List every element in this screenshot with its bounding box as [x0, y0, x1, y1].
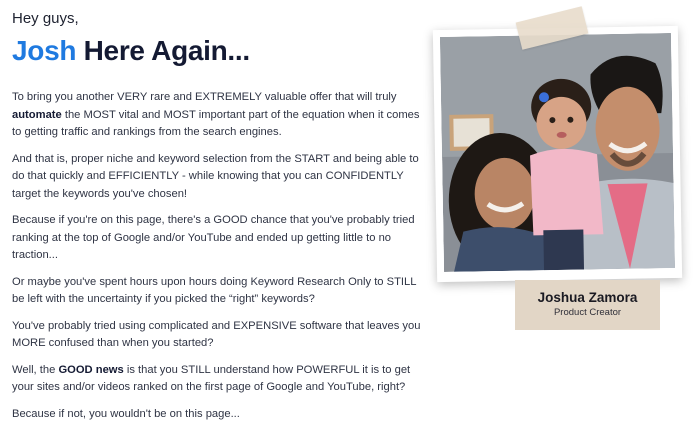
creator-name: Joshua Zamora	[537, 290, 638, 305]
creator-role: Product Creator	[553, 307, 622, 318]
headline-rest: Here Again...	[83, 35, 250, 66]
greeting: Hey guys,	[12, 10, 79, 27]
paragraph-1-text-a: To bring you another VERY rare and EXTREMELY valuable offer that will truly	[12, 91, 397, 103]
paragraph-6-text-a: Well, the	[12, 363, 59, 376]
paragraph-4: Or maybe you've spent hours upon hours doing Keyword Research Only to STILL be left with the uncertainty if you picked the “right” keywords?	[12, 275, 417, 305]
family-photo	[440, 33, 675, 272]
paragraph-3: Because if you're on this page, there's a GOOD chance that you've probably tried ranking at the top of Google and/or YouTube and ended up getting little to no traction...	[12, 214, 415, 261]
creator-photo-frame	[435, 28, 680, 283]
paragraph-1-text-b: the MOST vital and MOST important part of the equation when it comes to getting traffic and rankings from the search engines.	[12, 108, 420, 138]
paragraph-5: You've probably tried using complicated and EXPENSIVE software that leaves you MORE confused than when you started?	[12, 319, 421, 349]
paragraph-6	[12, 362, 422, 397]
page-title	[12, 35, 422, 67]
paragraph-2: And that is, proper niche and keyword selection from the START and being able to do that quickly and EFFICIENTLY - while knowing that you can CONFIDENTLY target the keywords you've chosen!	[12, 152, 419, 200]
headline-accent: Josh	[12, 35, 77, 66]
polaroid-frame	[433, 26, 682, 282]
family-photo-illustration	[440, 33, 675, 272]
paragraph-1	[12, 89, 422, 142]
paragraph-6-text-b: is that you STILL understand how POWERFUL it is to get your sites and/or videos ranked on the first page of Google and YouTube, right?	[12, 363, 411, 393]
creator-nametag	[515, 280, 660, 330]
paragraph-6-bold: GOOD news	[58, 363, 124, 376]
paragraph-1-bold: automate	[12, 108, 62, 121]
sales-letter-intro	[12, 10, 422, 432]
paragraph-7: Because if not, you wouldn't be on this page...	[12, 407, 240, 420]
